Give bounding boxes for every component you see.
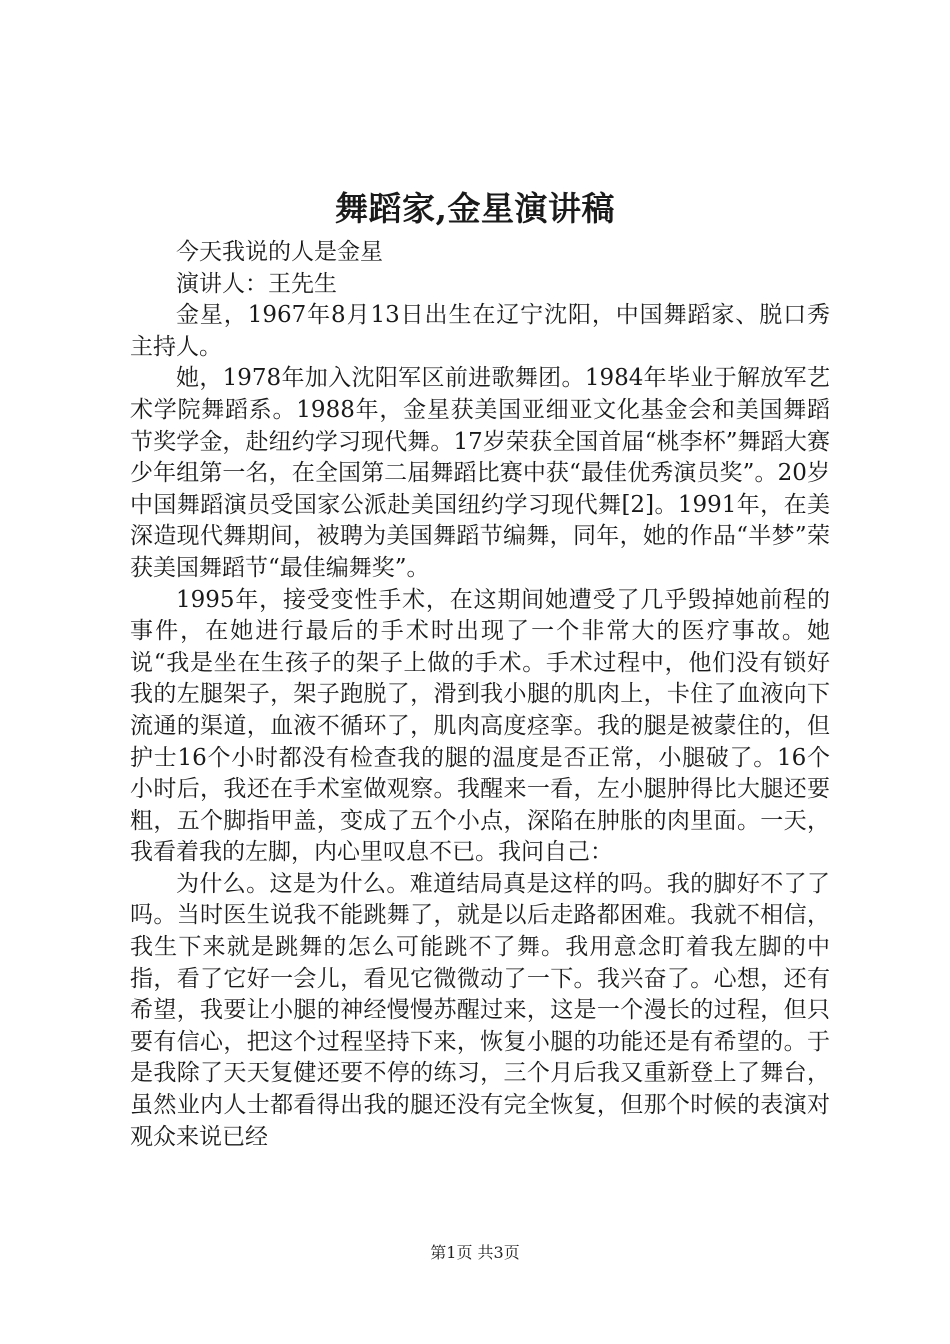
paragraph-recovery: 为什么。这是为什么。难道结局真是这样的吗。我的脚好不了了吗。当时医生说我不能跳舞了，就是以后走路都困难。我就不相信，我生下来就是跳舞的怎么可能跳不了舞。我用意念盯着我左脚的中指，看了它好一会儿，看见它微微动了一下。我兴奋了。心想，还有希望，我要让小腿的神经慢慢苏醒过来，这是一个漫长的过程，但只要有信心，把这个过程坚持下来，恢复小腿的功能还是有希望的。于是我除了天天复健还要不停的练习，三个月后我又重新登上了舞台，虽然业内人士都看得出我的腿还没有完全恢复，但那个时候的表演对观众来说已经 <box>130 870 830 1150</box>
paragraph-intro: 今天我说的人是金星 <box>176 239 383 265</box>
paragraph-career: 她，1978年加入沈阳军区前进歌舞团。1984年毕业于解放军艺术学院舞蹈系。1988年，金星获美国亚细亚文化基金会和美国舞蹈节奖学金，赴纽约学习现代舞。17岁荣获全国首届“桃李杯”舞蹈大赛少年组第一名，在全国第二届舞蹈比赛中获“最佳优秀演员奖”。20岁中国舞蹈演员受国家公派赴美国纽约学习现代舞[2]。1991年，在美深造现代舞期间，被聘为美国舞蹈节编舞，同年，她的作品“半梦”荣获美国舞蹈节“最佳编舞奖”。 <box>130 365 830 581</box>
paragraph-speaker: 演讲人：王先生 <box>176 270 337 297</box>
document-body <box>130 237 830 1153</box>
document-title: 舞蹈家,金星演讲稿 <box>335 189 615 228</box>
paragraph-birth: 金星，1967年8月13日出生在辽宁沈阳，中国舞蹈家、脱口秀主持人。 <box>130 302 830 360</box>
paragraph-surgery: 1995年，接受变性手术，在这期间她遭受了几乎毁掉她前程的事件，在她进行最后的手术时出现了一个非常大的医疗事故。她说“我是坐在生孩子的架子上做的手术。手术过程中，他们没有锁好我的左腿架子，架子跑脱了，滑到我小腿的肌肉上，卡住了血液向下流通的渠道，血液不循环了，肌肉高度痉挛。我的腿是被蒙住的，但护士16个小时都没有检查我的腿的温度是否正常，小腿破了。16个小时后，我还在手术室做观察。我醒来一看，左小腿肿得比大腿还要粗，五个脚指甲盖，变成了五个小点，深陷在肿胀的肉里面。一天，我看着我的左脚，内心里叹息不已。我问自己： <box>130 586 830 866</box>
page-footer: 第1页 共3页 <box>430 1243 520 1262</box>
